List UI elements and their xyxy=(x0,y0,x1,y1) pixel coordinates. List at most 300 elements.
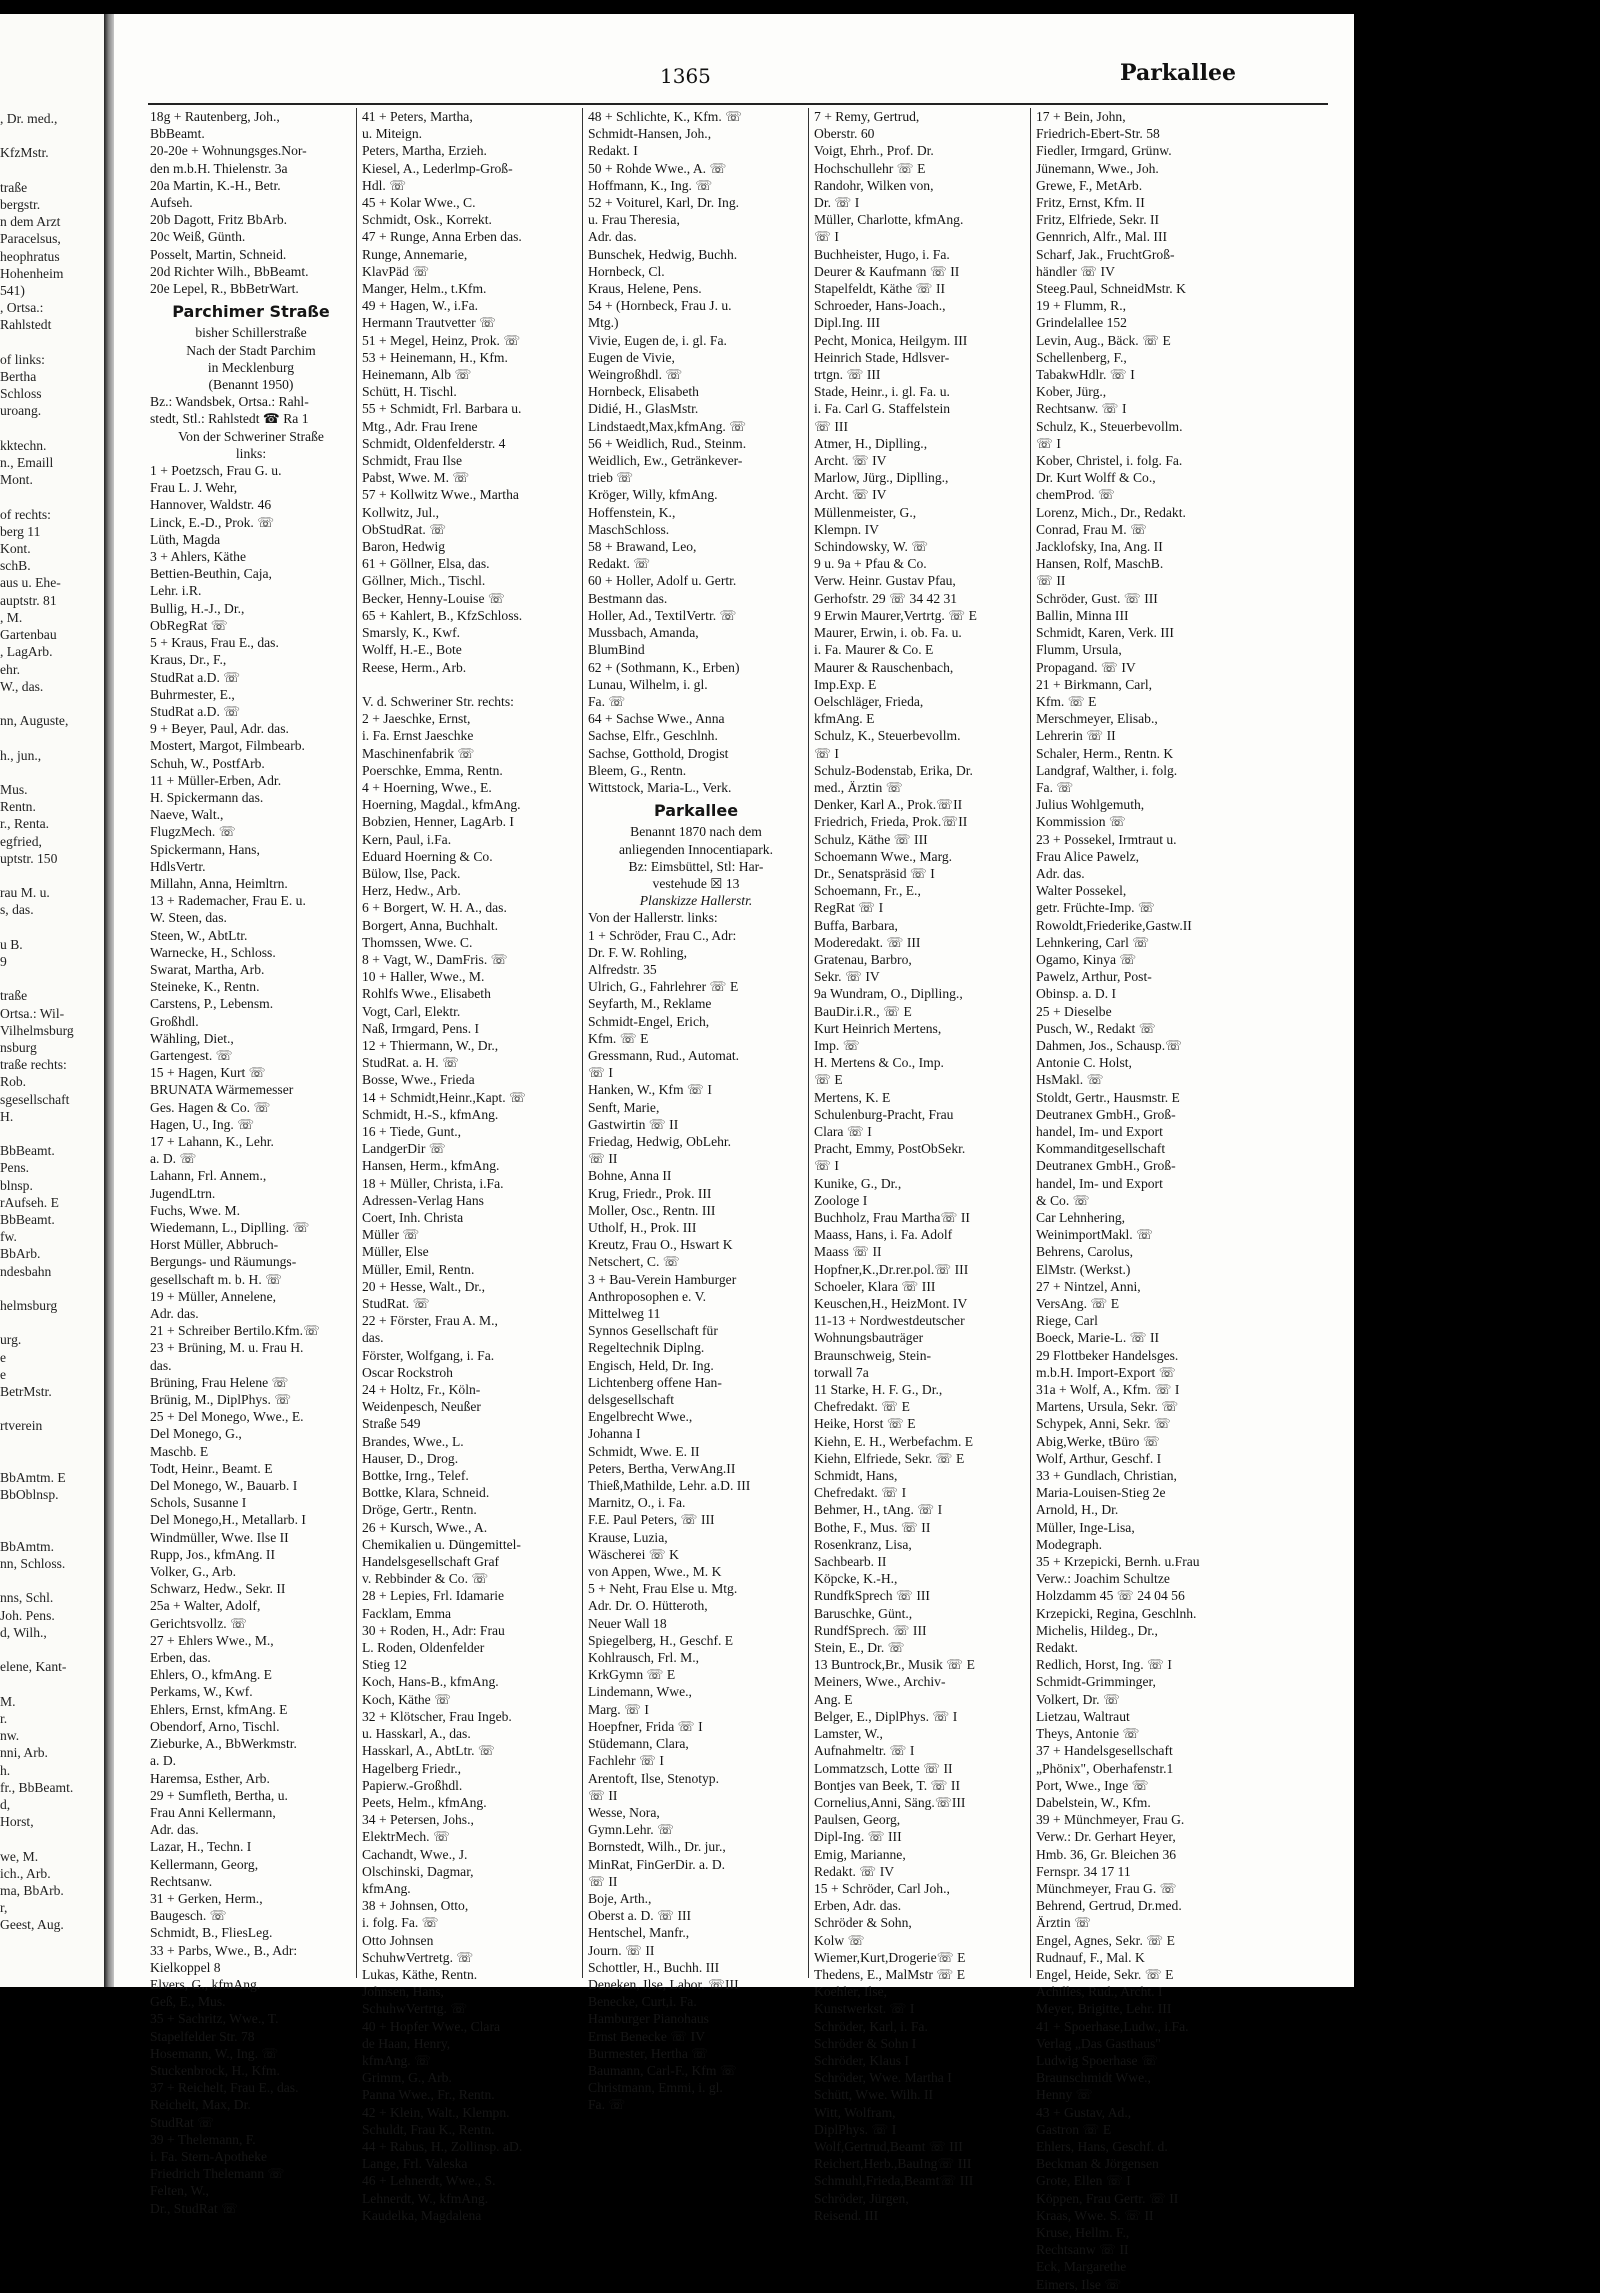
previous-page-text xyxy=(0,14,106,1934)
directory-entry: 53 + Heinemann, H., Kfm. xyxy=(362,349,508,365)
directory-entry: Kober, Jürg., xyxy=(1036,384,1107,400)
directory-entry: 37 + Reichelt, Frau E., das. xyxy=(150,2080,299,2096)
directory-entry: ☏ I xyxy=(814,1158,839,1174)
directory-entry: Cachandt, Wwe., J. xyxy=(362,1846,468,1862)
column-divider xyxy=(356,108,357,1978)
directory-entry: Grewe, F., MetArb. xyxy=(1036,177,1143,193)
directory-entry: Boeck, Marie-L. ☏ II xyxy=(1036,1330,1160,1346)
directory-entry: Schröder, Jürgen, xyxy=(814,2190,909,2206)
directory-entry: ☏ I xyxy=(814,229,839,245)
directory-entry: Anthroposophen e. V. xyxy=(588,1288,707,1304)
fragment-line: , Dr. med., xyxy=(0,111,58,126)
directory-entry: Kielkoppel 8 xyxy=(150,1959,221,1975)
directory-entry: chemProd. ☏ xyxy=(1036,487,1115,503)
directory-entry: händler ☏ IV xyxy=(1036,263,1115,279)
directory-entry: 65 + Kahlert, B., KfzSchloss. xyxy=(362,607,523,623)
directory-entry: Schulz, K., Steuerbevollm. xyxy=(1036,418,1183,434)
directory-entry: kfmAng. xyxy=(362,1880,411,1896)
directory-entry: Oelschläger, Frieda, xyxy=(814,693,924,709)
fragment-line: Bertha xyxy=(0,369,37,385)
directory-entry: ElMstr. (Werkst.) xyxy=(1036,1261,1131,1277)
directory-entry: RundfSprech. ☏ III xyxy=(814,1622,927,1638)
column-divider xyxy=(808,108,809,1978)
directory-entry: Frau Anni Kellermann, xyxy=(150,1804,276,1820)
directory-column-4 xyxy=(814,108,1026,2223)
directory-entry: 13 + Rademacher, Frau E. u. xyxy=(150,893,306,909)
directory-entry: Ehlers, Hans, Geschf. d. xyxy=(1036,2138,1168,2154)
directory-entry: Weingroßhdl. ☏ xyxy=(588,367,683,383)
directory-entry: Lindstaedt,Max,kfmAng. ☏ xyxy=(588,418,747,434)
directory-entry: Ballin, Minna III xyxy=(1036,607,1129,623)
directory-entry: RundfkSprech ☏ III xyxy=(814,1588,930,1604)
directory-entry: Herz, Hedw., Arb. xyxy=(362,883,461,899)
directory-entry: StudRat ☏ xyxy=(150,2114,215,2130)
directory-entry: Adressen-Verlag Hans xyxy=(362,1192,484,1208)
fragment-line: kktechn. xyxy=(0,437,47,453)
directory-entry: Schuh, W., PostfArb. xyxy=(150,755,265,771)
directory-entry: Ehlers, O., kfmAng. E xyxy=(150,1667,272,1683)
directory-entry: Behrens, Carolus, xyxy=(1036,1244,1134,1260)
directory-entry: 9 u. 9a + Pfau & Co. xyxy=(814,556,927,572)
directory-entry: Antonie C. Holst, xyxy=(1036,1055,1132,1071)
directory-entry: Weidenpesch, Neußer xyxy=(362,1399,481,1415)
directory-entry: 15 + Hagen, Kurt ☏ xyxy=(150,1065,266,1081)
directory-entry: Schmuhl,Frieda,Beamt☏ III xyxy=(814,2173,974,2189)
directory-entry: Lichtenberg offene Han- xyxy=(588,1374,722,1390)
directory-entry: 32 + Klötscher, Frau Ingeb. xyxy=(362,1708,512,1724)
directory-entry: Kern, Paul, i.Fa. xyxy=(362,831,452,847)
directory-entry: Linck, E.-D., Prok. ☏ xyxy=(150,514,275,530)
directory-entry: 47 + Runge, Anna Erben das. xyxy=(362,229,522,245)
fragment-line: nsburg xyxy=(0,1039,37,1055)
directory-entry: Kurt Heinrich Mertens, xyxy=(814,1020,942,1036)
directory-entry: 10 + Haller, Wwe., M. xyxy=(362,969,485,985)
fragment-line xyxy=(0,1675,106,1692)
fragment-line: Rentn. xyxy=(0,799,36,815)
directory-entry: Bontjes van Beek, T. ☏ II xyxy=(814,1777,960,1793)
directory-entry: Buchheister, Hugo, i. Fa. xyxy=(814,246,950,262)
directory-entry: SchuhwVertretg. ☏ xyxy=(362,1949,474,1965)
directory-entry: Krause, Luzia, xyxy=(588,1529,668,1545)
directory-entry: ☏ I xyxy=(588,1065,613,1081)
directory-entry: VersAng. ☏ E xyxy=(1036,1296,1120,1312)
directory-entry: Hoffenstein, K., xyxy=(588,504,676,520)
directory-entry: BbBeamt. xyxy=(150,126,205,142)
directory-entry: Meyer, Brigitte, Lehr. III xyxy=(1036,2001,1172,2017)
directory-entry: BRUNATA Wärmemesser xyxy=(150,1082,294,1098)
fragment-line: urg. xyxy=(0,1332,22,1348)
directory-entry: Schellenberg, F., xyxy=(1036,349,1127,365)
directory-entry: Emig, Marianne, xyxy=(814,1846,906,1862)
directory-entry: Becker, Henny-Louise ☏ xyxy=(362,590,505,606)
directory-entry: Horst Müller, Abbruch- xyxy=(150,1237,279,1253)
directory-entry: Gerhofstr. 29 ☏ 34 42 31 xyxy=(814,590,958,606)
directory-entry: 61 + Göllner, Elsa, das. xyxy=(362,556,490,572)
directory-entry: trieb ☏ xyxy=(588,470,634,486)
directory-entry: Landgraf, Walther, i. folg. xyxy=(1036,762,1178,778)
directory-entry: Schmidt, Osk., Korrekt. xyxy=(362,212,492,228)
directory-entry: Kraus, Dr., F., xyxy=(150,652,227,668)
fragment-line: fr., BbBeamt. xyxy=(0,1779,74,1795)
directory-entry: V. d. Schweriner Str. rechts: xyxy=(362,693,514,709)
directory-entry: Baugesch. ☏ xyxy=(150,1908,227,1924)
directory-entry: 26 + Kursch, Wwe., A. xyxy=(362,1519,488,1535)
directory-entry: Lehr. i.R. xyxy=(150,583,202,599)
fragment-line: sgesellschaft xyxy=(0,1091,70,1107)
directory-entry: Wolf, Arthur, Geschf. I xyxy=(1036,1450,1162,1466)
directory-entry: Bleem, G., Rentn. xyxy=(588,762,687,778)
directory-entry: Chefredakt. ☏ I xyxy=(814,1485,907,1501)
directory-entry: Schmidt-Hansen, Joh., xyxy=(588,126,712,142)
directory-entry: Scharf, Jak., FruchtGroß- xyxy=(1036,246,1175,262)
directory-entry: Lorenz, Mich., Dr., Redakt. xyxy=(1036,504,1186,520)
directory-entry: 29 + Sumfleth, Bertha, u. xyxy=(150,1787,288,1803)
directory-entry: Kommission ☏ xyxy=(1036,814,1126,830)
directory-entry: Von der Hallerstr. links: xyxy=(588,910,718,926)
directory-entry: Hamburger Pianohaus xyxy=(588,2011,709,2027)
directory-entry: Kiesel, A., Lederlmp-Groß- xyxy=(362,160,513,176)
fragment-line: r, xyxy=(0,1900,8,1916)
fragment-line: ich., Arb. xyxy=(0,1865,51,1881)
fragment-line: Kont. xyxy=(0,541,31,557)
directory-entry: Marg. ☏ I xyxy=(588,1701,649,1717)
directory-entry: Posselt, Martin, Schneid. xyxy=(150,246,287,262)
fragment-line: d, xyxy=(0,1796,11,1812)
directory-entry: Riege, Carl xyxy=(1036,1313,1098,1329)
fragment-line xyxy=(0,334,106,351)
directory-entry: 17 + Bein, John, xyxy=(1036,109,1126,124)
directory-entry: Volkert, Dr. ☏ xyxy=(1036,1691,1120,1707)
directory-entry: 49 + Hagen, W., i.Fa. xyxy=(362,298,479,314)
directory-entry: Schulz, Käthe ☏ III xyxy=(814,831,928,847)
directory-entry: de Haan, Henry, xyxy=(362,2035,451,2051)
directory-entry: Bülow, Ilse, Pack. xyxy=(362,865,461,881)
directory-entry: Baumann, Carl-F., Kfm ☏ xyxy=(588,2062,737,2078)
directory-entry: Adr. das. xyxy=(1036,865,1085,881)
directory-entry: Modegraph. xyxy=(1036,1536,1103,1552)
fragment-line: h. xyxy=(0,1762,11,1778)
directory-entry: 8 + Vagt, W., DamFris. ☏ xyxy=(362,951,508,967)
directory-entry: 20e Lepel, R., BbBetrWart. xyxy=(150,281,299,297)
directory-entry: Großhdl. xyxy=(150,1013,199,1029)
directory-entry: Ulrich, G., Fahrlehrer ☏ E xyxy=(588,979,739,995)
fragment-line: Paracelsus, xyxy=(0,231,61,247)
fragment-line: berg 11 xyxy=(0,523,41,539)
directory-entry: Kollwitz, Jul., xyxy=(362,504,440,520)
directory-entry: Lehnerdt, W., kfmAng. xyxy=(362,2190,489,2206)
directory-entry: Levin, Aug., Bäck. ☏ E xyxy=(1036,332,1171,348)
street-note: Von der Schweriner Straße xyxy=(178,428,324,444)
directory-entry: Erben, das. xyxy=(150,1650,211,1666)
directory-entry: H. Mertens & Co., Imp. xyxy=(814,1055,944,1071)
fragment-line xyxy=(0,1452,106,1469)
directory-entry: Alfredstr. 35 xyxy=(588,961,657,977)
directory-entry: Benecke, Curt,i. Fa. xyxy=(588,1994,697,2010)
fragment-line: Schloss xyxy=(0,386,42,402)
directory-entry: 19 + Flumm, R., xyxy=(1036,298,1126,314)
directory-entry: v. Rebbinder & Co. ☏ xyxy=(362,1571,489,1587)
directory-entry: Bettien-Beuthin, Caja, xyxy=(150,566,272,582)
directory-entry: Hosemann, W., Ing. ☏ xyxy=(150,2045,279,2061)
directory-entry: KlavPäd ☏ xyxy=(362,263,430,279)
fragment-line xyxy=(0,1572,106,1589)
directory-entry: W. Steen, das. xyxy=(150,910,227,926)
directory-entry: Stuckenbrock, H., Kfm. xyxy=(150,2062,280,2078)
fragment-line: H. xyxy=(0,1108,14,1124)
directory-entry: Meiners, Wwe., Archiv- xyxy=(814,1674,946,1690)
directory-entry: TabakwHdlr. ☏ I xyxy=(1036,367,1135,383)
directory-entry: gesellschaft m. b. H. ☏ xyxy=(150,1271,283,1287)
directory-entry: Buhrmester, E., xyxy=(150,686,235,702)
directory-entry: Sachse, Gotthold, Drogist xyxy=(588,745,729,761)
fragment-line: BetrMstr. xyxy=(0,1384,52,1400)
directory-entry: von Appen, Wwe., M. K xyxy=(588,1564,722,1580)
directory-entry: Rechtsanw. xyxy=(150,1873,213,1889)
directory-entry: 22 + Förster, Frau A. M., xyxy=(362,1313,498,1329)
directory-entry: Lindemann, Wwe., xyxy=(588,1684,692,1700)
fragment-line: e xyxy=(0,1349,7,1365)
directory-entry: Kunstwerkst. ☏ I xyxy=(814,2001,915,2017)
directory-entry: Hornbeck, Elisabeth xyxy=(588,384,699,400)
directory-entry: Sekr. ☏ IV xyxy=(814,969,880,985)
directory-entry: Schröder, Gust. ☏ III xyxy=(1036,590,1158,606)
fragment-line xyxy=(0,695,106,712)
fragment-line xyxy=(0,919,106,936)
fragment-line: traße xyxy=(0,179,28,195)
directory-entry: Sachse, Elfr., Geschlnh. xyxy=(588,728,718,744)
fragment-line: BbBeamt. xyxy=(0,1143,55,1159)
directory-entry: ☏ E xyxy=(814,1072,843,1088)
directory-entry: Müller ☏ xyxy=(362,1227,420,1243)
directory-entry: Pecht, Monica, Heilgym. III xyxy=(814,332,968,348)
fragment-line: nns, Schl. xyxy=(0,1590,54,1606)
previous-page-fragment xyxy=(0,14,106,1987)
directory-entry: Del Monego, G., xyxy=(150,1426,242,1442)
directory-entry: Oberst a. D. ☏ III xyxy=(588,1908,692,1924)
directory-entry: 20 + Hesse, Walt., Dr., xyxy=(362,1278,485,1294)
directory-entry: kfmAng. E xyxy=(814,711,875,727)
directory-entry: stedt, Stl.: Rahlstedt ☎ Ra 1 xyxy=(150,411,309,427)
directory-entry: Adr. das. xyxy=(150,1306,199,1322)
fragment-line: d, Wilh., xyxy=(0,1624,47,1640)
directory-entry: Rupp, Jos., kfmAng. II xyxy=(150,1546,275,1562)
directory-entry: 15 + Schröder, Carl Joh., xyxy=(814,1880,950,1896)
directory-entry: ☏ II xyxy=(588,1787,618,1803)
directory-entry: Schmidt, Hans, xyxy=(814,1468,898,1484)
directory-entry: 55 + Schmidt, Frl. Barbara u. xyxy=(362,401,522,417)
directory-entry: Hdl. ☏ xyxy=(362,177,407,193)
directory-entry: Wiemer,Kurt,Drogerie☏ E xyxy=(814,1949,966,1965)
directory-entry: Abig,Werke, tBüro ☏ xyxy=(1036,1433,1160,1449)
directory-entry: ☏ II xyxy=(588,1873,618,1889)
directory-entry: Rechtsanw ☏ II xyxy=(1036,2242,1129,2258)
directory-entry: Engisch, Held, Dr. Ing. xyxy=(588,1357,714,1373)
directory-entry: Kraus, Helene, Pens. xyxy=(588,281,702,297)
directory-entry: Neuer Wall 18 xyxy=(588,1615,667,1631)
directory-entry: Schmidt, B., FliesLeg. xyxy=(150,1925,273,1941)
fragment-line: BbBeamt. xyxy=(0,1212,55,1227)
directory-entry: 41 + Peters, Martha, xyxy=(362,109,473,124)
directory-entry: 35 + Krzepicki, Bernh. u.Frau xyxy=(1036,1554,1200,1570)
directory-entry: Gerichtsvollz. ☏ xyxy=(150,1615,248,1631)
directory-entry: Stein, E., Dr. ☏ xyxy=(814,1640,905,1656)
directory-entry: BlumBind xyxy=(588,642,645,658)
directory-entry: Borgert, Anna, Buchhalt. xyxy=(362,917,499,933)
fragment-line: ndesbahn xyxy=(0,1263,52,1279)
directory-entry: Krug, Friedr., Prok. III xyxy=(588,1185,712,1201)
directory-entry: Dabelstein, W., Kfm. xyxy=(1036,1794,1151,1810)
directory-entry: Paulsen, Georg, xyxy=(814,1812,901,1828)
fragment-line: Rahlstedt xyxy=(0,317,52,333)
directory-entry: Bosse, Wwe., Frieda xyxy=(362,1072,475,1088)
directory-entry: Müller, Emil, Rentn. xyxy=(362,1261,475,1277)
directory-entry: Spiegelberg, H., Geschf. E xyxy=(588,1632,734,1648)
directory-entry: Maurer & Rauschenbach, xyxy=(814,659,954,675)
directory-entry: MinRat, FinGerDir. a. D. xyxy=(588,1856,726,1872)
directory-entry: Friedrich, Frieda, Prok.☏II xyxy=(814,814,968,830)
directory-entry: Kaudelka, Magdalena xyxy=(362,2207,482,2223)
directory-entry: 29 Flottbeker Handelsges. xyxy=(1036,1347,1179,1363)
directory-entry: Cornelius,Anni, Säng.☏III xyxy=(814,1794,966,1810)
directory-entry: Verlag „Das Gasthaus" xyxy=(1036,2035,1161,2051)
directory-entry: Verw. Heinr. Gustav Pfau, xyxy=(814,573,956,589)
directory-entry: Grote, Ellen ☏ I xyxy=(1036,2173,1131,2189)
directory-entry: 18g + Rautenberg, Joh., xyxy=(150,109,280,124)
directory-entry: Redlich, Horst, Ing. ☏ I xyxy=(1036,1657,1172,1673)
directory-entry: LandgerDir ☏ xyxy=(362,1141,446,1157)
directory-entry: 39 + Thelemann, F. xyxy=(150,2131,256,2147)
directory-entry: Del Monego,H., Metallarb. I xyxy=(150,1512,306,1528)
directory-entry: 24 + Holtz, Fr., Köln- xyxy=(362,1382,481,1398)
directory-entry: Deneken, Ilse, Labor. ☏III xyxy=(588,1976,739,1992)
directory-entry: Achilles, Rud., Archt. I xyxy=(1036,1984,1163,2000)
directory-entry: 30 + Roden, H., Adr: Frau xyxy=(362,1622,505,1638)
fragment-line: nn, Schloss. xyxy=(0,1556,66,1572)
directory-entry: i. Fa. Maurer & Co. E xyxy=(814,642,934,658)
directory-entry: Hanken, W., Kfm ☏ I xyxy=(588,1082,712,1098)
directory-entry: Grindelallee 152 xyxy=(1036,315,1127,331)
directory-entry: Smarsly, K., Kwf. xyxy=(362,625,461,641)
directory-entry: Aufnahmeltr. ☏ I xyxy=(814,1743,915,1759)
fragment-line xyxy=(0,764,106,781)
directory-entry: 31a + Wolf, A., Kfm. ☏ I xyxy=(1036,1382,1180,1398)
directory-entry: Ehlers, Ernst, kfmAng. E xyxy=(150,1701,288,1717)
directory-entry: Poerschke, Emma, Rentn. xyxy=(362,762,503,778)
directory-entry: Chemikalien u. Düngemittel- xyxy=(362,1536,521,1552)
directory-entry: L. Roden, Oldenfelder xyxy=(362,1640,485,1656)
directory-entry: Bestmann das. xyxy=(588,590,668,606)
directory-entry: „Phönix", Oberhafenstr.1 xyxy=(1036,1760,1174,1776)
directory-entry: 57 + Kollwitz Wwe., Martha xyxy=(362,487,519,503)
directory-entry: ☏ I xyxy=(1036,435,1061,451)
directory-entry: Verw.: Dr. Gerhart Heyer, xyxy=(1036,1829,1176,1845)
directory-entry: Schröder & Sohn, xyxy=(814,1915,912,1931)
directory-entry: Fiedler, Irmgard, Grünw. xyxy=(1036,143,1172,159)
directory-entry: Hagelberg Friedr., xyxy=(362,1760,462,1776)
directory-entry: Ernst Benecke ☏ IV xyxy=(588,2028,706,2044)
directory-entry: 37 + Handelsgesellschaft xyxy=(1036,1743,1173,1759)
street-note: in Mecklenburg xyxy=(207,359,295,375)
directory-entry: 9 Erwin Maurer,Vertrtg. ☏ E xyxy=(814,607,977,623)
directory-entry: Hoepfner, Frida ☏ I xyxy=(588,1718,703,1734)
directory-entry: Gartengest. ☏ xyxy=(150,1047,233,1063)
directory-entry: Peters, Bertha, VerwAng.II xyxy=(588,1460,736,1476)
directory-entry: Fa. ☏ xyxy=(588,2097,626,2113)
directory-entry: Hoffmann, K., Ing. ☏ xyxy=(588,177,713,193)
fragment-line: uroang. xyxy=(0,403,42,419)
directory-entry: Windmüller, Wwe. Ilse II xyxy=(150,1529,289,1545)
directory-entry: Walter Possekel, xyxy=(1036,883,1127,899)
directory-entry: Dipl-Ing. ☏ III xyxy=(814,1829,902,1845)
directory-entry: 6 + Borgert, W. H. A., das. xyxy=(362,900,507,916)
directory-entry: 58 + Brawand, Leo, xyxy=(588,539,697,555)
directory-entry: Baron, Hedwig xyxy=(362,539,446,555)
fragment-line: 9 xyxy=(0,953,7,969)
directory-entry: Carstens, P., Lebensm. xyxy=(150,996,274,1012)
directory-entry: Moderedakt. ☏ III xyxy=(814,934,921,950)
directory-entry: handel, Im- und Export xyxy=(1036,1123,1163,1139)
directory-entry: 20b Dagott, Fritz BbArb. xyxy=(150,212,288,228)
directory-column-3 xyxy=(588,108,804,2113)
directory-entry: getr. Früchte-Imp. ☏ xyxy=(1036,900,1155,916)
directory-entry: Ogamo, Kinya ☏ xyxy=(1036,951,1137,967)
directory-entry: Friedrich-Ebert-Str. 58 xyxy=(1036,126,1160,142)
directory-entry: Behmer, H., tAng. ☏ I xyxy=(814,1502,943,1518)
directory-entry: Merschmeyer, Elisab., xyxy=(1036,711,1158,727)
directory-entry: Gratenau, Barbro, xyxy=(814,951,912,967)
directory-entry: Rechtsanw. ☏ I xyxy=(1036,401,1127,417)
directory-entry: 33 + Parbs, Wwe., B., Adr: xyxy=(150,1942,298,1958)
directory-entry: Thomssen, Wwe. C. xyxy=(362,934,473,950)
directory-entry: i. Fa. Stern-Apotheke xyxy=(150,2148,268,2164)
directory-entry: Lietzau, Waltraut xyxy=(1036,1708,1130,1724)
directory-entry: 20c Weiß, Günth. xyxy=(150,229,246,245)
directory-entry: Adr. das. xyxy=(588,229,637,245)
fragment-line: Mont. xyxy=(0,472,33,488)
fragment-line: nni, Arb. xyxy=(0,1745,48,1761)
directory-entry: Jacklofsky, Ina, Ang. II xyxy=(1036,539,1163,555)
directory-entry: 52 + Voiturel, Karl, Dr. Ing. xyxy=(588,195,740,211)
directory-entry: Steineke, K., Rentn. xyxy=(150,979,260,995)
directory-entry: Manger, Helm., t.Kfm. xyxy=(362,281,487,297)
directory-entry: 11 Starke, H. F. G., Dr., xyxy=(814,1382,943,1398)
directory-entry: Stade, Heinr., i. gl. Fa. u. xyxy=(814,384,950,400)
directory-entry: Geß, E., Mus. xyxy=(150,1994,226,2010)
directory-entry: Wittstock, Maria-L., Verk. xyxy=(588,779,732,795)
directory-entry: Weidlich, Ew., Getränkever- xyxy=(588,453,743,469)
directory-entry: Oberstr. 60 xyxy=(814,126,875,142)
directory-entry: Schmidt-Grimminger, xyxy=(1036,1674,1156,1690)
directory-entry: Redakt. ☏ xyxy=(588,556,651,572)
directory-entry: 21 + Birkmann, Carl, xyxy=(1036,676,1153,692)
fragment-line: Horst, xyxy=(0,1814,34,1830)
directory-entry: Gymn.Lehr. ☏ xyxy=(588,1822,675,1838)
directory-entry: Bothe, F., Mus. ☏ II xyxy=(814,1519,931,1535)
directory-entry: Frau L. J. Wehr, xyxy=(150,480,238,496)
fragment-line: n dem Arzt xyxy=(0,214,61,230)
directory-entry: Randohr, Wilken von, xyxy=(814,177,934,193)
fragment-line xyxy=(0,1400,106,1417)
fragment-line: traße rechts: xyxy=(0,1057,67,1073)
directory-entry: H. Spickermann das. xyxy=(150,789,264,805)
directory-entry: Braunschmidt Wwe., xyxy=(1036,2070,1151,2086)
directory-entry: 1 + Poetzsch, Frau G. u. xyxy=(150,463,282,479)
directory-entry: Maass, Hans, i. Fa. Adolf xyxy=(814,1227,953,1243)
directory-entry: Car Lehnhering, xyxy=(1036,1210,1126,1225)
directory-entry: Stapelfeldt, Käthe ☏ II xyxy=(814,281,945,297)
directory-entry: u. Hasskarl, A., das. xyxy=(362,1726,471,1742)
directory-entry: Handelsgesellschaft Graf xyxy=(362,1554,500,1570)
